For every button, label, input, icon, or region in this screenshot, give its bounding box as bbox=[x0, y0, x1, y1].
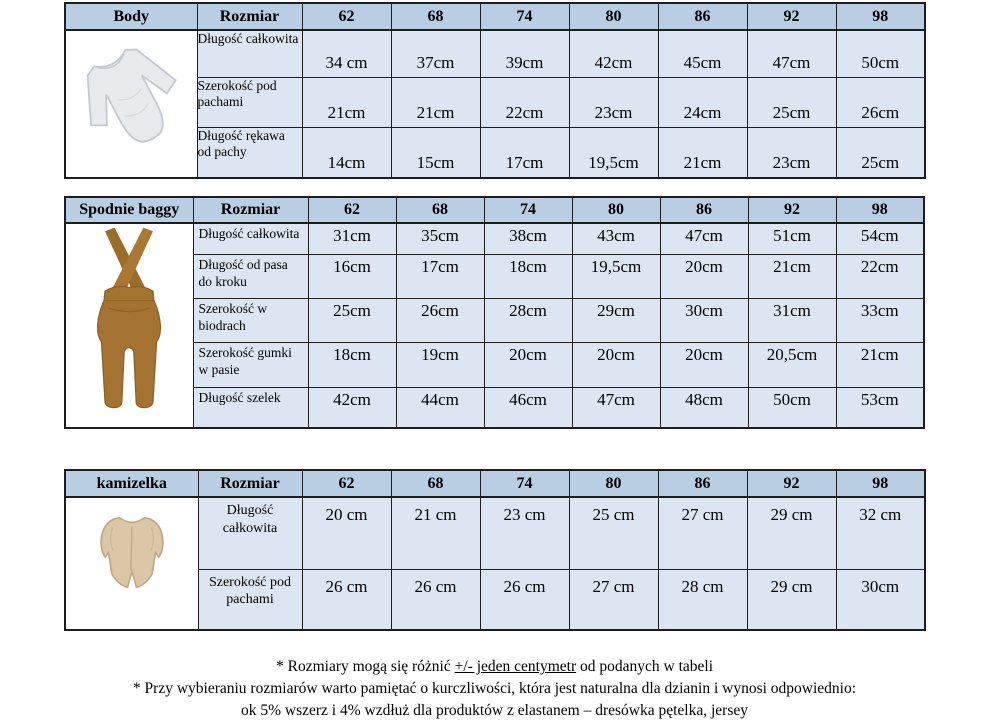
measurement-value: 25cm bbox=[836, 127, 925, 178]
size-column-header: 68 bbox=[391, 470, 480, 497]
measurement-value: 44cm bbox=[396, 387, 484, 428]
measurement-value: 16cm bbox=[308, 255, 396, 299]
measurement-value: 20cm bbox=[572, 343, 660, 387]
size-table-spodnie-baggy bbox=[64, 196, 925, 429]
measurement-value: 31cm bbox=[308, 223, 396, 255]
measurement-value: 20,5cm bbox=[748, 343, 836, 387]
size-table-kamizelka bbox=[64, 469, 926, 631]
measurement-value: 48cm bbox=[660, 387, 748, 428]
footnote-line-2: * Przy wybieraniu rozmiarów warto pamiętać o kurczliwości, która jest naturalna dla dzianin i wynosi odpowiednio: bbox=[132, 680, 857, 697]
measurement-value: 29 cm bbox=[747, 569, 836, 630]
measurement-value: 37cm bbox=[391, 30, 480, 77]
measurement-value: 21 cm bbox=[391, 497, 480, 569]
footnote-underlined-text: +/- jeden centymetr bbox=[454, 658, 577, 675]
measurement-label: Szerokość pod pachami bbox=[198, 569, 302, 630]
measurement-value: 14cm bbox=[302, 127, 391, 178]
product-name: Spodnie baggy bbox=[65, 197, 193, 223]
measurement-value: 23 cm bbox=[480, 497, 569, 569]
measurement-row bbox=[65, 497, 925, 569]
measurement-value: 38cm bbox=[484, 223, 572, 255]
measurement-value: 20 cm bbox=[302, 497, 391, 569]
measurement-value: 21cm bbox=[302, 77, 391, 127]
measurement-value: 21cm bbox=[391, 77, 480, 127]
measurement-row bbox=[65, 387, 924, 428]
size-column-header: 98 bbox=[836, 470, 925, 497]
size-column-header: 80 bbox=[569, 470, 658, 497]
measurement-value: 24cm bbox=[658, 77, 747, 127]
measurement-value: 35cm bbox=[396, 223, 484, 255]
measurement-value: 27 cm bbox=[658, 497, 747, 569]
size-column-header: 92 bbox=[747, 470, 836, 497]
size-column-header: 62 bbox=[302, 470, 391, 497]
measurement-row bbox=[65, 343, 924, 387]
bodysuit-image bbox=[68, 32, 194, 172]
measurement-value: 23cm bbox=[747, 127, 836, 178]
measurement-value: 17cm bbox=[396, 255, 484, 299]
measurement-value: 47cm bbox=[572, 387, 660, 428]
footnote-line-3: ok 5% wszerz i 4% wzdłuż dla produktów z elastanem – dresówka pętelka, jersey bbox=[240, 702, 749, 719]
measurement-label: Długość od pasa do kroku bbox=[193, 255, 308, 299]
rozmiar-column-header: Rozmiar bbox=[193, 197, 308, 223]
footnotes bbox=[0, 656, 989, 722]
footnote-text-pre: * Rozmiary mogą się różnić bbox=[275, 658, 455, 675]
size-column-header: 92 bbox=[748, 197, 836, 223]
measurement-value: 26cm bbox=[396, 299, 484, 343]
measurement-label: Szerokość w biodrach bbox=[193, 299, 308, 343]
header-row bbox=[65, 3, 925, 30]
measurement-value: 18cm bbox=[484, 255, 572, 299]
measurement-value: 42cm bbox=[308, 387, 396, 428]
size-column-header: 74 bbox=[484, 197, 572, 223]
size-column-header: 68 bbox=[396, 197, 484, 223]
baggy-pants-photo bbox=[65, 223, 193, 428]
measurement-value: 29 cm bbox=[747, 497, 836, 569]
measurement-row bbox=[65, 30, 925, 77]
size-column-header: 68 bbox=[391, 3, 480, 30]
size-column-header: 86 bbox=[658, 470, 747, 497]
measurement-label: Długość całkowita bbox=[193, 223, 308, 255]
rozmiar-column-header: Rozmiar bbox=[197, 3, 302, 30]
size-table-body bbox=[64, 2, 926, 179]
measurement-value: 47cm bbox=[660, 223, 748, 255]
measurement-value: 19,5cm bbox=[569, 127, 658, 178]
header-row bbox=[65, 470, 925, 497]
measurement-value: 21cm bbox=[836, 343, 924, 387]
measurement-value: 30cm bbox=[836, 569, 925, 630]
size-column-header: 74 bbox=[480, 3, 569, 30]
measurement-value: 25cm bbox=[747, 77, 836, 127]
measurement-value: 25cm bbox=[308, 299, 396, 343]
measurement-label: Długość rękawa od pachy bbox=[197, 127, 302, 178]
size-column-header: 92 bbox=[747, 3, 836, 30]
measurement-value: 18cm bbox=[308, 343, 396, 387]
footnote-line-1 bbox=[0, 656, 989, 678]
measurement-value: 20cm bbox=[484, 343, 572, 387]
size-column-header: 98 bbox=[836, 197, 924, 223]
measurement-value: 28cm bbox=[484, 299, 572, 343]
measurement-value: 26 cm bbox=[391, 569, 480, 630]
measurement-value: 43cm bbox=[572, 223, 660, 255]
measurement-value: 19cm bbox=[396, 343, 484, 387]
product-name: kamizelka bbox=[65, 470, 198, 497]
measurement-value: 20cm bbox=[660, 255, 748, 299]
product-name: Body bbox=[65, 3, 197, 30]
measurement-label: Długość całkowita bbox=[197, 30, 302, 77]
measurement-value: 29cm bbox=[572, 299, 660, 343]
footnote-text-post: od podanych w tabeli bbox=[576, 658, 714, 675]
measurement-value: 34 cm bbox=[302, 30, 391, 77]
size-column-header: 86 bbox=[660, 197, 748, 223]
measurement-value: 22cm bbox=[480, 77, 569, 127]
size-column-header: 86 bbox=[658, 3, 747, 30]
measurement-value: 27 cm bbox=[569, 569, 658, 630]
measurement-label: Szerokość pod pachami bbox=[197, 77, 302, 127]
measurement-row bbox=[65, 255, 924, 299]
measurement-value: 32 cm bbox=[836, 497, 925, 569]
size-column-header: 80 bbox=[569, 3, 658, 30]
vest-image bbox=[76, 502, 188, 620]
measurement-value: 20cm bbox=[660, 343, 748, 387]
measurement-value: 26 cm bbox=[480, 569, 569, 630]
measurement-value: 25 cm bbox=[569, 497, 658, 569]
measurement-value: 50cm bbox=[748, 387, 836, 428]
measurement-row bbox=[65, 223, 924, 255]
measurement-value: 33cm bbox=[836, 299, 924, 343]
measurement-value: 50cm bbox=[836, 30, 925, 77]
measurement-label: Szerokość gumki w pasie bbox=[193, 343, 308, 387]
size-column-header: 98 bbox=[836, 3, 925, 30]
measurement-value: 46cm bbox=[484, 387, 572, 428]
measurement-value: 28 cm bbox=[658, 569, 747, 630]
measurement-value: 45cm bbox=[658, 30, 747, 77]
measurement-value: 42cm bbox=[569, 30, 658, 77]
header-row bbox=[65, 197, 924, 223]
measurement-value: 21cm bbox=[748, 255, 836, 299]
measurement-value: 17cm bbox=[480, 127, 569, 178]
measurement-value: 30cm bbox=[660, 299, 748, 343]
size-column-header: 74 bbox=[480, 470, 569, 497]
measurement-value: 26cm bbox=[836, 77, 925, 127]
measurement-label: Długość szelek bbox=[193, 387, 308, 428]
measurement-value: 19,5cm bbox=[572, 255, 660, 299]
size-column-header: 62 bbox=[302, 3, 391, 30]
measurement-value: 21cm bbox=[658, 127, 747, 178]
measurement-value: 54cm bbox=[836, 223, 924, 255]
measurement-label: Długość całkowita bbox=[198, 497, 302, 569]
measurement-value: 39cm bbox=[480, 30, 569, 77]
size-column-header: 62 bbox=[308, 197, 396, 223]
measurement-row bbox=[65, 299, 924, 343]
measurement-value: 53cm bbox=[836, 387, 924, 428]
size-column-header: 80 bbox=[572, 197, 660, 223]
measurement-value: 23cm bbox=[569, 77, 658, 127]
measurement-value: 47cm bbox=[747, 30, 836, 77]
measurement-value: 15cm bbox=[391, 127, 480, 178]
measurement-value: 26 cm bbox=[302, 569, 391, 630]
baggy-pants-image bbox=[69, 224, 189, 422]
measurement-value: 31cm bbox=[748, 299, 836, 343]
measurement-value: 22cm bbox=[836, 255, 924, 299]
vest-photo bbox=[65, 497, 198, 630]
rozmiar-column-header: Rozmiar bbox=[198, 470, 302, 497]
bodysuit-photo bbox=[65, 30, 197, 178]
measurement-value: 51cm bbox=[748, 223, 836, 255]
